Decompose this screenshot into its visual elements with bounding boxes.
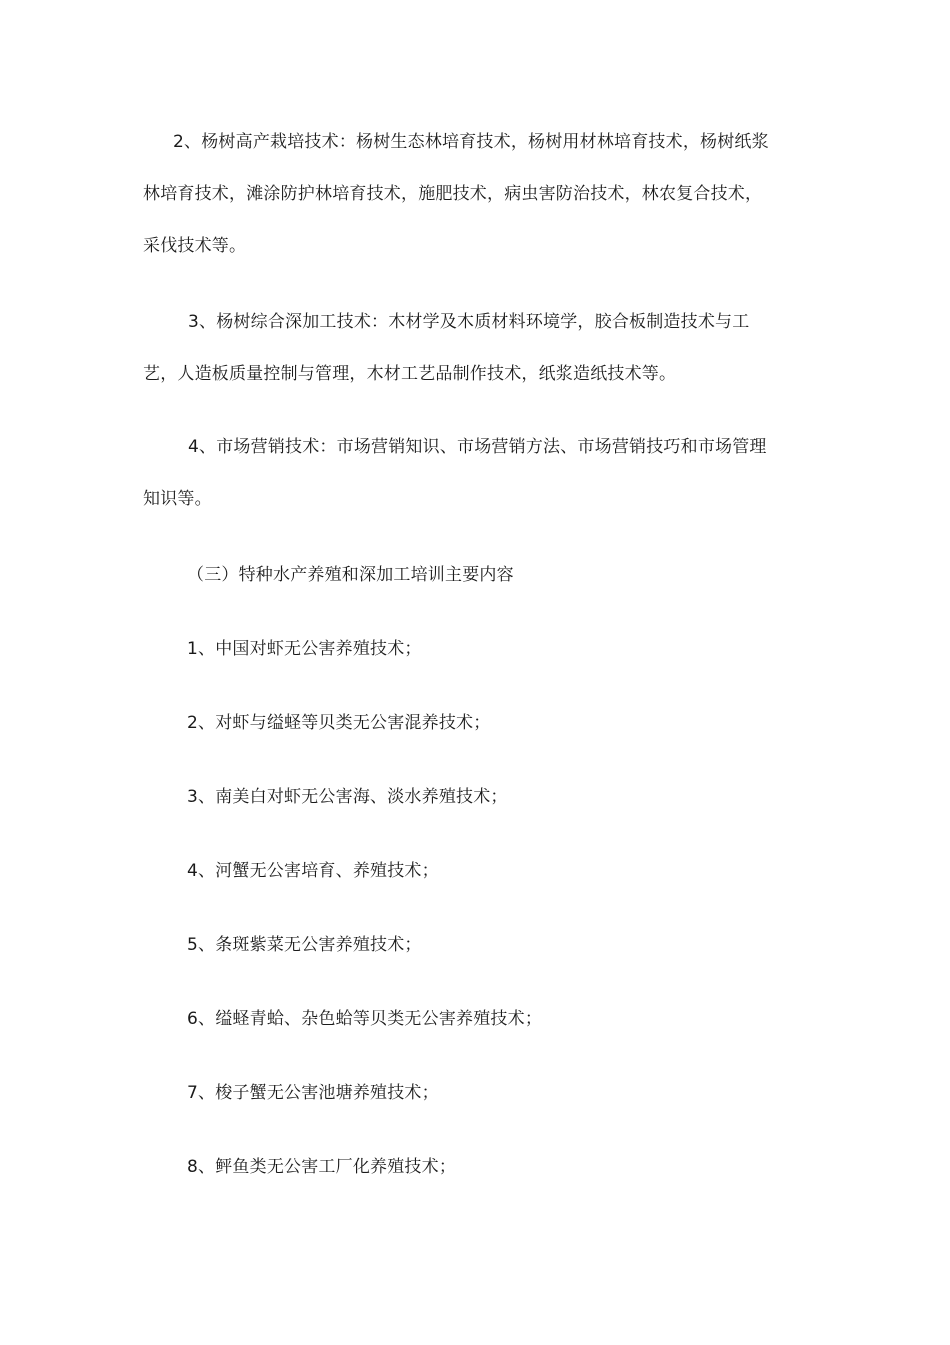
list-item: 1、中国对虾无公害养殖技术；: [187, 639, 422, 659]
paragraph-poplar-cultivation: 2、杨树高产栽培技术：杨树生态林培育技术，杨树用材林培育技术，杨树纸浆林培育技术，滩涂防护林培育技术，施肥技术，病虫害防治技术，林农复合技术，采伐技术等。: [143, 132, 769, 256]
list-item: 6、缢蛏青蛤、杂色蛤等贝类无公害养殖技术；: [187, 1009, 543, 1029]
list-item: 4、河蟹无公害培育、养殖技术；: [187, 861, 439, 881]
list-item: 3、南美白对虾无公害海、淡水养殖技术；: [187, 787, 508, 807]
list-item: 7、梭子蟹无公害池塘养殖技术；: [187, 1083, 439, 1103]
list-item: 8、鲆鱼类无公害工厂化养殖技术；: [187, 1157, 457, 1177]
list-item: 2、对虾与缢蛏等贝类无公害混养技术；: [187, 713, 491, 733]
paragraph-poplar-processing: 3、杨树综合深加工技术：木材学及木质材料环境学，胶合板制造技术与工艺，人造板质量控制与管理，木材工艺品制作技术，纸浆造纸技术等。: [143, 312, 750, 384]
section-heading: （三）特种水产养殖和深加工培训主要内容: [187, 565, 514, 585]
paragraph-marketing: 4、市场营销技术：市场营销知识、市场营销方法、市场营销技巧和市场管理知识等。: [143, 437, 767, 509]
list-item: 5、条斑紫菜无公害养殖技术；: [187, 935, 422, 955]
